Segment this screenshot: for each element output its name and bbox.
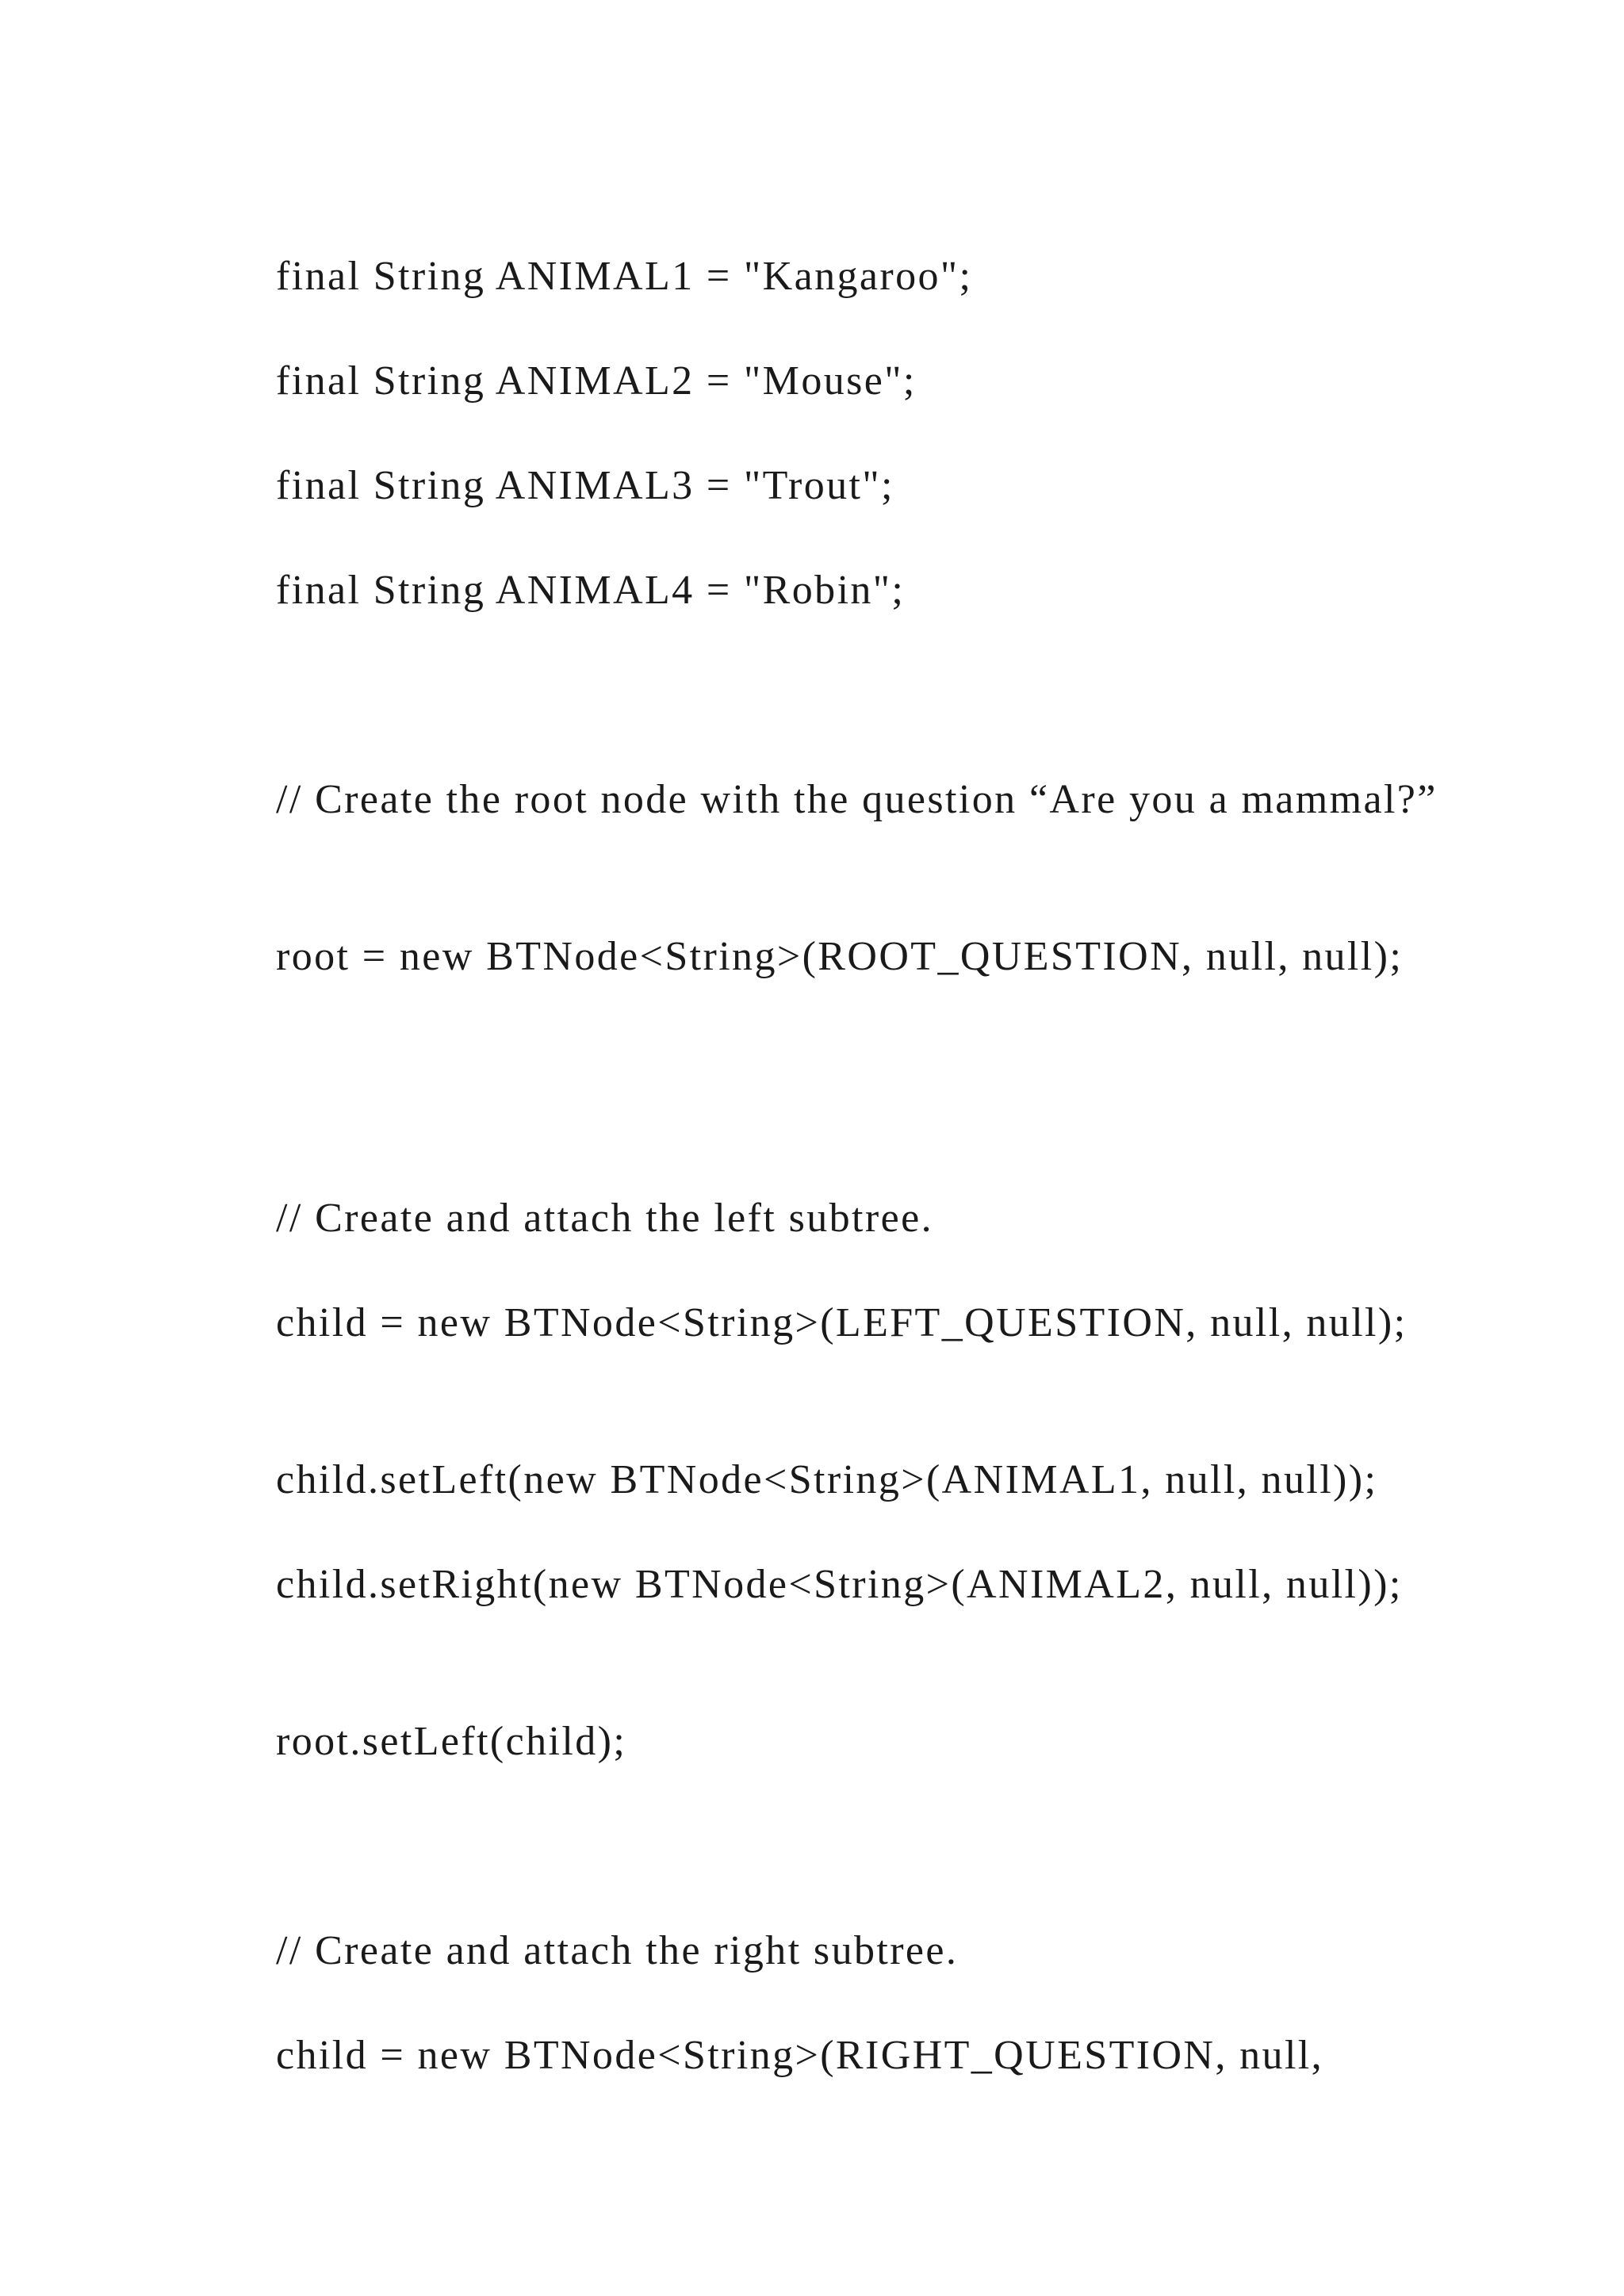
code-line: root.setLeft(child); <box>276 1719 627 1764</box>
comment-line: // Create and attach the left subtree. <box>276 1196 933 1241</box>
code-line: root = new BTNode<String>(ROOT_QUESTION, null, null); <box>276 934 1404 979</box>
code-line: final String ANIMAL3 = "Trout"; <box>276 463 894 508</box>
code-line: final String ANIMAL4 = "Robin"; <box>276 568 906 613</box>
code-line: child.setRight(new BTNode<String>(ANIMAL2, null, null)); <box>276 1562 1403 1607</box>
comment-line: // Create the root node with the question “Are you a mammal?” <box>276 777 1438 822</box>
code-line: final String ANIMAL1 = "Kangaroo"; <box>276 254 973 299</box>
code-line: child = new BTNode<String>(RIGHT_QUESTION, null, <box>276 2033 1324 2078</box>
code-line: final String ANIMAL2 = "Mouse"; <box>276 358 917 404</box>
code-line: child = new BTNode<String>(LEFT_QUESTION, null, null); <box>276 1300 1408 1345</box>
comment-line: // Create and attach the right subtree. <box>276 1928 959 1973</box>
code-line: child.setLeft(new BTNode<String>(ANIMAL1, null, null)); <box>276 1457 1378 1502</box>
